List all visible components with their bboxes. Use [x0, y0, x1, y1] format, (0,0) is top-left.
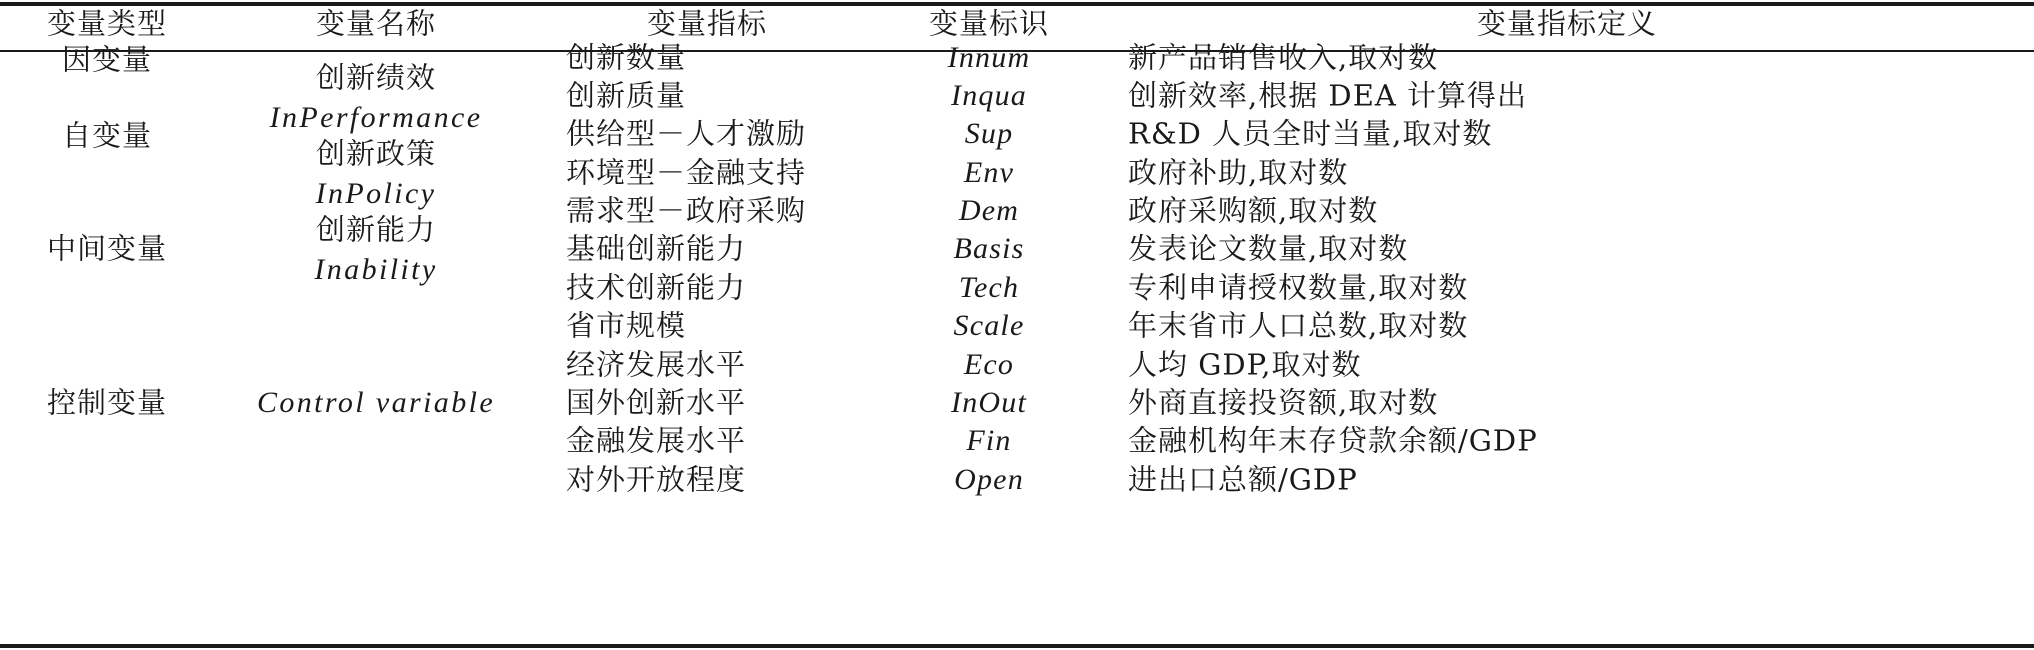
definition-cell: 新产品销售收入,取对数: [1128, 40, 1439, 75]
name-control-en: Control variable: [256, 386, 496, 419]
name-performance-cn: 创新绩效: [315, 60, 437, 95]
type-dependent: 因变量: [61, 42, 153, 77]
indicator-cell: 环境型－金融支持: [566, 155, 807, 190]
definition-cell: 金融机构年末存贷款余额/GDP: [1128, 423, 1538, 458]
definition-cell: 政府采购额,取对数: [1128, 193, 1379, 228]
type-control: 控制变量: [46, 385, 168, 420]
indicator-cell: 经济发展水平: [566, 347, 747, 382]
header-variable-indicator: 变量指标: [646, 6, 768, 41]
indicator-cell: 基础创新能力: [566, 231, 747, 266]
variable-id-cell: Fin: [966, 424, 1012, 457]
variable-id-cell: Env: [963, 156, 1015, 189]
bottom-rule: [0, 644, 2034, 648]
header-variable-id: 变量标识: [928, 6, 1050, 41]
indicator-cell: 创新质量: [566, 78, 687, 113]
definition-cell: 政府补助,取对数: [1128, 155, 1349, 190]
variable-id-cell: Innum: [947, 41, 1031, 74]
definition-cell: 外商直接投资额,取对数: [1128, 385, 1439, 420]
variable-id-cell: Inqua: [951, 79, 1027, 112]
indicator-cell: 供给型－人才激励: [566, 116, 807, 151]
indicator-cell: 技术创新能力: [566, 270, 747, 305]
definition-cell: 创新效率,根据 DEA 计算得出: [1128, 78, 1528, 113]
variable-id-cell: Open: [954, 463, 1024, 496]
name-ability-cn: 创新能力: [315, 212, 437, 247]
variable-id-cell: Basis: [953, 232, 1025, 265]
definition-cell: 专利申请授权数量,取对数: [1128, 270, 1469, 305]
name-policy-cn: 创新政策: [315, 136, 437, 171]
type-independent: 自变量: [61, 118, 153, 153]
indicator-cell: 需求型－政府采购: [566, 193, 807, 228]
variable-id-cell: Eco: [963, 348, 1015, 381]
indicator-cell: 对外开放程度: [566, 462, 747, 497]
indicator-cell: 创新数量: [566, 40, 687, 75]
definition-cell: 进出口总额/GDP: [1128, 462, 1358, 497]
variable-id-cell: Tech: [958, 271, 1020, 304]
indicator-cell: 国外创新水平: [566, 385, 747, 420]
definition-cell: R&D 人员全时当量,取对数: [1128, 116, 1493, 151]
definition-cell: 年末省市人口总数,取对数: [1128, 308, 1469, 343]
definition-cell: 人均 GDP,取对数: [1128, 347, 1362, 382]
indicator-cell: 省市规模: [566, 308, 687, 343]
definition-cell: 发表论文数量,取对数: [1128, 231, 1409, 266]
variable-id-cell: Scale: [953, 309, 1025, 342]
header-variable-name: 变量名称: [315, 6, 437, 41]
name-ability-en: Inability: [314, 253, 438, 286]
name-policy-en: InPolicy: [315, 177, 437, 210]
top-rule: [0, 2, 2034, 6]
header-indicator-definition: 变量指标定义: [1476, 6, 1658, 41]
variable-id-cell: Sup: [964, 117, 1014, 150]
variable-id-cell: Dem: [958, 194, 1020, 227]
name-performance-en: InPerformance: [269, 101, 483, 134]
type-mediator: 中间变量: [46, 231, 168, 266]
indicator-cell: 金融发展水平: [566, 423, 747, 458]
header-variable-type: 变量类型: [46, 6, 168, 41]
variable-id-cell: InOut: [951, 386, 1027, 419]
